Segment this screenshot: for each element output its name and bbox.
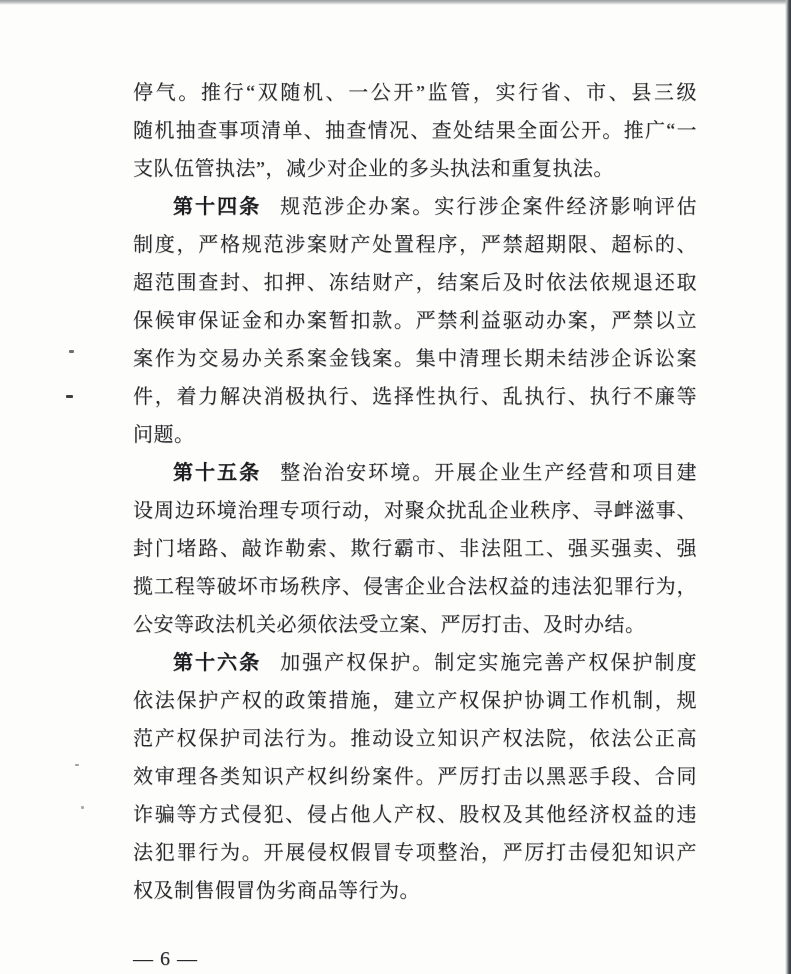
article-lead-text: 规范涉企办案。实行涉企案件经济影响评估 — [280, 196, 698, 218]
article-number: 第十六条 — [173, 652, 262, 674]
text-line: 案作为交易办关系案金钱案。集中清理长期未结涉企诉讼案 — [133, 348, 697, 370]
paragraph-article-16 — [133, 644, 697, 910]
document-body — [133, 74, 697, 910]
text-line: 件，着力解决消极执行、选择性执行、乱执行、执行不廉等 — [133, 386, 697, 408]
scan-speck — [81, 806, 84, 809]
text-line: 效审理各类知识产权纠纷案件。严厉打击以黑恶手段、合同 — [133, 766, 697, 788]
article-lead-text: 加强产权保护。制定实施完善产权保护制度 — [280, 652, 698, 674]
text-line: 公安等政法机关必须依法受立案、严厉打击、及时办结。 — [133, 614, 646, 636]
scan-right-edge — [785, 0, 791, 974]
paragraph — [133, 74, 697, 188]
text-line — [133, 188, 697, 226]
text-line — [133, 454, 697, 492]
article-number: 第十四条 — [173, 196, 262, 218]
text-line: 随机抽查事项清单、抽查情况、查处结果全面公开。推广“一 — [133, 120, 697, 142]
article-number: 第十五条 — [173, 462, 262, 484]
text-line: 揽工程等破坏市场秩序、侵害企业合法权益的违法犯罪行为， — [133, 576, 697, 598]
text-line: 支队伍管执法”，减少对企业的多头执法和重复执法。 — [133, 158, 614, 180]
text-line: 设周边环境治理专项行动，对聚众扰乱企业秩序、寻衅滋事、 — [133, 500, 697, 522]
page-number: — 6 — — [133, 948, 198, 970]
text-line: 权及制售假冒伪劣商品等行为。 — [133, 880, 420, 902]
text-line: 超范围查封、扣押、冻结财产，结案后及时依法依规退还取 — [133, 272, 697, 294]
text-line: 问题。 — [133, 424, 195, 446]
text-line: 保候审保证金和办案暂扣款。严禁利益驱动办案，严禁以立 — [133, 310, 697, 332]
scan-speck — [75, 764, 79, 766]
text-line: 法犯罪行为。开展侵权假冒专项整治，严厉打击侵犯知识产 — [133, 842, 697, 864]
text-line: 停气。推行“双随机、一公开”监管，实行省、市、县三级 — [133, 82, 697, 104]
article-lead-text: 整治治安环境。开展企业生产经营和项目建 — [280, 462, 698, 484]
text-line: 范产权保护司法行为。推动设立知识产权法院，依法公正高 — [133, 728, 697, 750]
text-line: 封门堵路、敲诈勒索、欺行霸市、非法阻工、强买强卖、强 — [133, 538, 697, 560]
text-line: 制度，严格规范涉案财产处置程序，严禁超期限、超标的、 — [133, 234, 697, 256]
text-line: 诈骗等方式侵犯、侵占他人产权、股权及其他经济权益的违 — [133, 804, 697, 826]
scan-top-edge — [0, 0, 791, 5]
text-line: 依法保护产权的政策措施，建立产权保护协调工作机制，规 — [133, 690, 697, 712]
paragraph-article-15 — [133, 454, 697, 644]
paragraph-article-14 — [133, 188, 697, 454]
scan-speck — [66, 395, 73, 398]
text-line — [133, 644, 697, 682]
scan-speck — [69, 350, 74, 353]
